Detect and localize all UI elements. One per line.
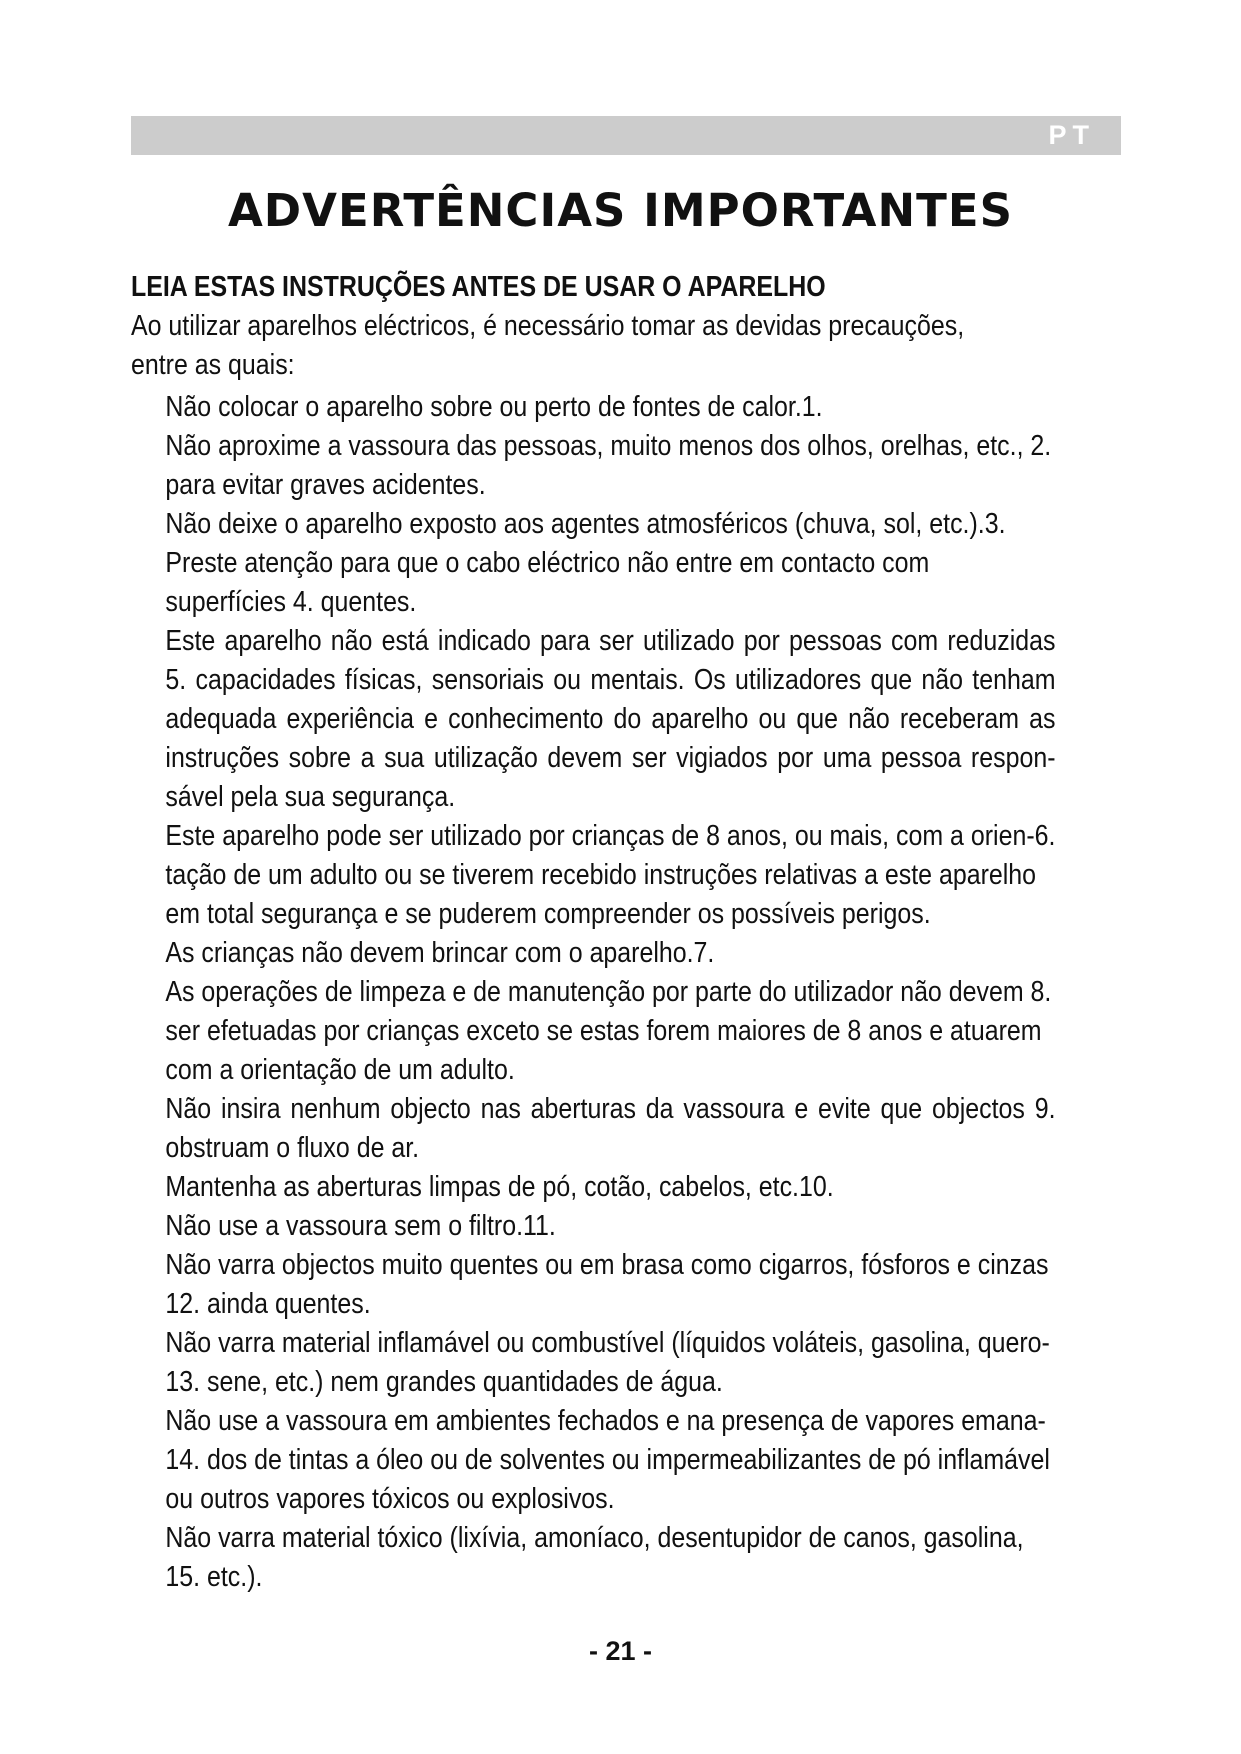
warning-item-8: As operações de limpeza e de manutenção por parte do utilizador não devem 8. ser efetuadas por crianças exceto se estas forem maiores de 8 anos e atuarem com a orientação de um adulto. (165, 976, 1052, 1086)
warning-item-10: Mantenha as aberturas limpas de pó, cotão, cabelos, etc.10. (165, 1171, 834, 1203)
warning-list (131, 388, 1056, 1597)
document-body (131, 268, 1056, 1597)
warning-item-13: Não varra material inflamável ou combustível (líquidos voláteis, gasolina, quero-13. sene, etc.) nem grandes quantidades de água. (165, 1327, 1050, 1398)
warning-item-2: Não aproxime a vassoura das pessoas, muito menos dos olhos, orelhas, etc., 2. para evitar graves acidentes. (165, 430, 1052, 501)
warning-item-9: Não insira nenhum objecto nas aberturas da vassoura e evite que objectos 9. obstruam o fluxo de ar. (165, 1093, 1056, 1164)
warning-item-6: Este aparelho pode ser utilizado por crianças de 8 anos, ou mais, com a orien-6. tação de um adulto ou se tiverem recebido instruções relativas a este aparelho em total segurança e se puderem compreender os possíveis perigos. (165, 820, 1056, 930)
warning-item-7: As crianças não devem brincar com o aparelho.7. (165, 937, 715, 969)
page-number: - 21 - (588, 1636, 653, 1666)
warning-item-14: Não use a vassoura em ambientes fechados e na presença de vapores emana-14. dos de tintas a óleo ou de solventes ou impermeabilizantes de pó inflamável ou outros vapores tóxicos ou explosivos. (165, 1405, 1050, 1515)
warning-item-12: Não varra objectos muito quentes ou em brasa como cigarros, fósforos e cinzas 12. ainda quentes. (165, 1249, 1049, 1320)
warning-item-4: Preste atenção para que o cabo eléctrico não entre em contacto com superfícies 4. quentes. (165, 547, 930, 618)
warning-item-15: Não varra material tóxico (lixívia, amoníaco, desentupidor de canos, gasolina, 15. etc.). (165, 1522, 1024, 1593)
intro-paragraph: Ao utilizar aparelhos eléctricos, é necessário tomar as devidas precauções, entre as quais: (131, 310, 965, 381)
section-subtitle: LEIA ESTAS INSTRUÇÕES ANTES DE USAR O APARELHO (131, 271, 826, 303)
language-bar (131, 116, 1121, 155)
warning-item-5: Este aparelho não está indicado para ser utilizado por pessoas com reduzidas 5. capacidades físicas, sensoriais ou mentais. Os utilizadores que não tenham adequada experiência e conhecimento do aparelho ou que não receberam as instruções sobre a sua utilização devem ser vigiados por uma pessoa respon-sável pela sua segurança. (165, 625, 1056, 813)
warning-item-1: Não colocar o aparelho sobre ou perto de fontes de calor.1. (165, 391, 823, 423)
warning-item-3: Não deixe o aparelho exposto aos agentes atmosféricos (chuva, sol, etc.).3. (165, 508, 1006, 540)
warning-item-11: Não use a vassoura sem o filtro.11. (165, 1210, 556, 1242)
language-code: PT (1048, 120, 1095, 150)
page-title: ADVERTÊNCIAS IMPORTANTES (227, 184, 1014, 237)
